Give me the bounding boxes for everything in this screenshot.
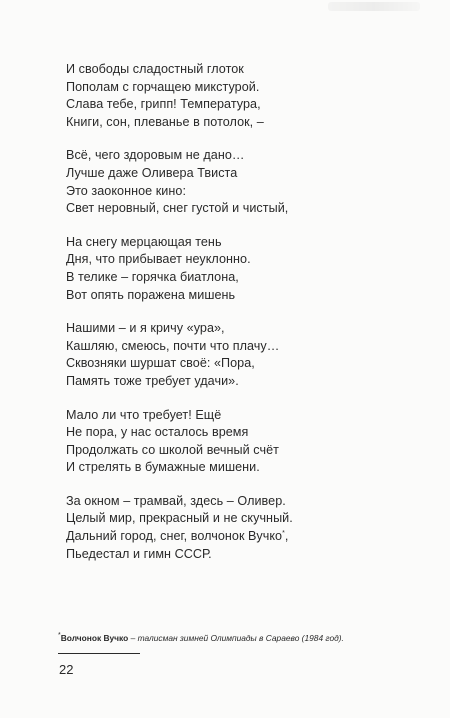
stanza-5 [66,407,396,477]
footnote-marker: * [282,529,285,537]
line-punctuation: , [284,529,289,544]
poem-line: И свободы сладостный глоток [66,62,244,76]
poem-line: На снегу мерцающая тень [66,234,222,249]
stanza-1 [66,61,396,131]
poem-line: В телике – горячка биатлона, [66,269,239,284]
poem-line: Нашими – и я кричу «ура», [66,321,225,336]
footnote-dash: – [128,633,138,643]
footnote-divider [58,653,140,654]
footnote [58,633,344,643]
poem-line: Память тоже требует удачи». [66,373,239,388]
poem-line: Не пора, у нас осталось время [66,425,249,440]
poem-line: Свет неровный, снег густой и чистый, [66,201,289,216]
bleed-through-header [328,2,420,11]
poem-line: Лучше даже Оливера Твиста [66,165,238,180]
poem-line: Мало ли что требует! Ещё [66,407,222,422]
poem-line: И стрелять в бумажные мишени. [66,460,260,475]
poem-line: Кашляю, смеюсь, почти что плачу… [66,338,280,353]
poem-line: Сквозняки шуршат своё: «Пора, [66,356,255,371]
poem-line: Это заоконное кино: [66,183,186,198]
poem-line-with-footnote [66,528,396,546]
stanza-6 [66,493,396,563]
poem-line: Книги, сон, плеванье в потолок, – [66,114,264,129]
poem-line: Пополам с горчащею микстурой. [66,79,260,94]
poem-line: Дня, что прибывает неуклонно. [66,252,251,267]
poem-line: Всё, чего здоровым не дано… [66,148,245,163]
poem-line: Продолжать со школой вечный счёт [66,442,279,457]
page-number: 22 [59,662,74,677]
footnote-text: талисман зимней Олимпиады в Сараево (1984 год). [137,633,344,643]
poem-line: Вот опять поражена мишень [66,287,236,302]
poem [66,61,396,579]
poem-line: За окном – трамвай, здесь – Оливер. [66,493,286,508]
poem-line: Целый мир, прекрасный и не скучный. [66,511,293,526]
poem-line: Слава тебе, грипп! Температура, [66,97,261,112]
poem-line: Пьедестал и гимн СССР. [66,546,212,561]
stanza-3 [66,234,396,304]
footnote-term: Волчонок Вучко [60,633,129,643]
stanza-4 [66,320,396,390]
footnote-marker: * [58,632,61,640]
stanza-2 [66,147,396,217]
poem-line-text: Дальний город, снег, волчонок Вучко [66,529,283,544]
